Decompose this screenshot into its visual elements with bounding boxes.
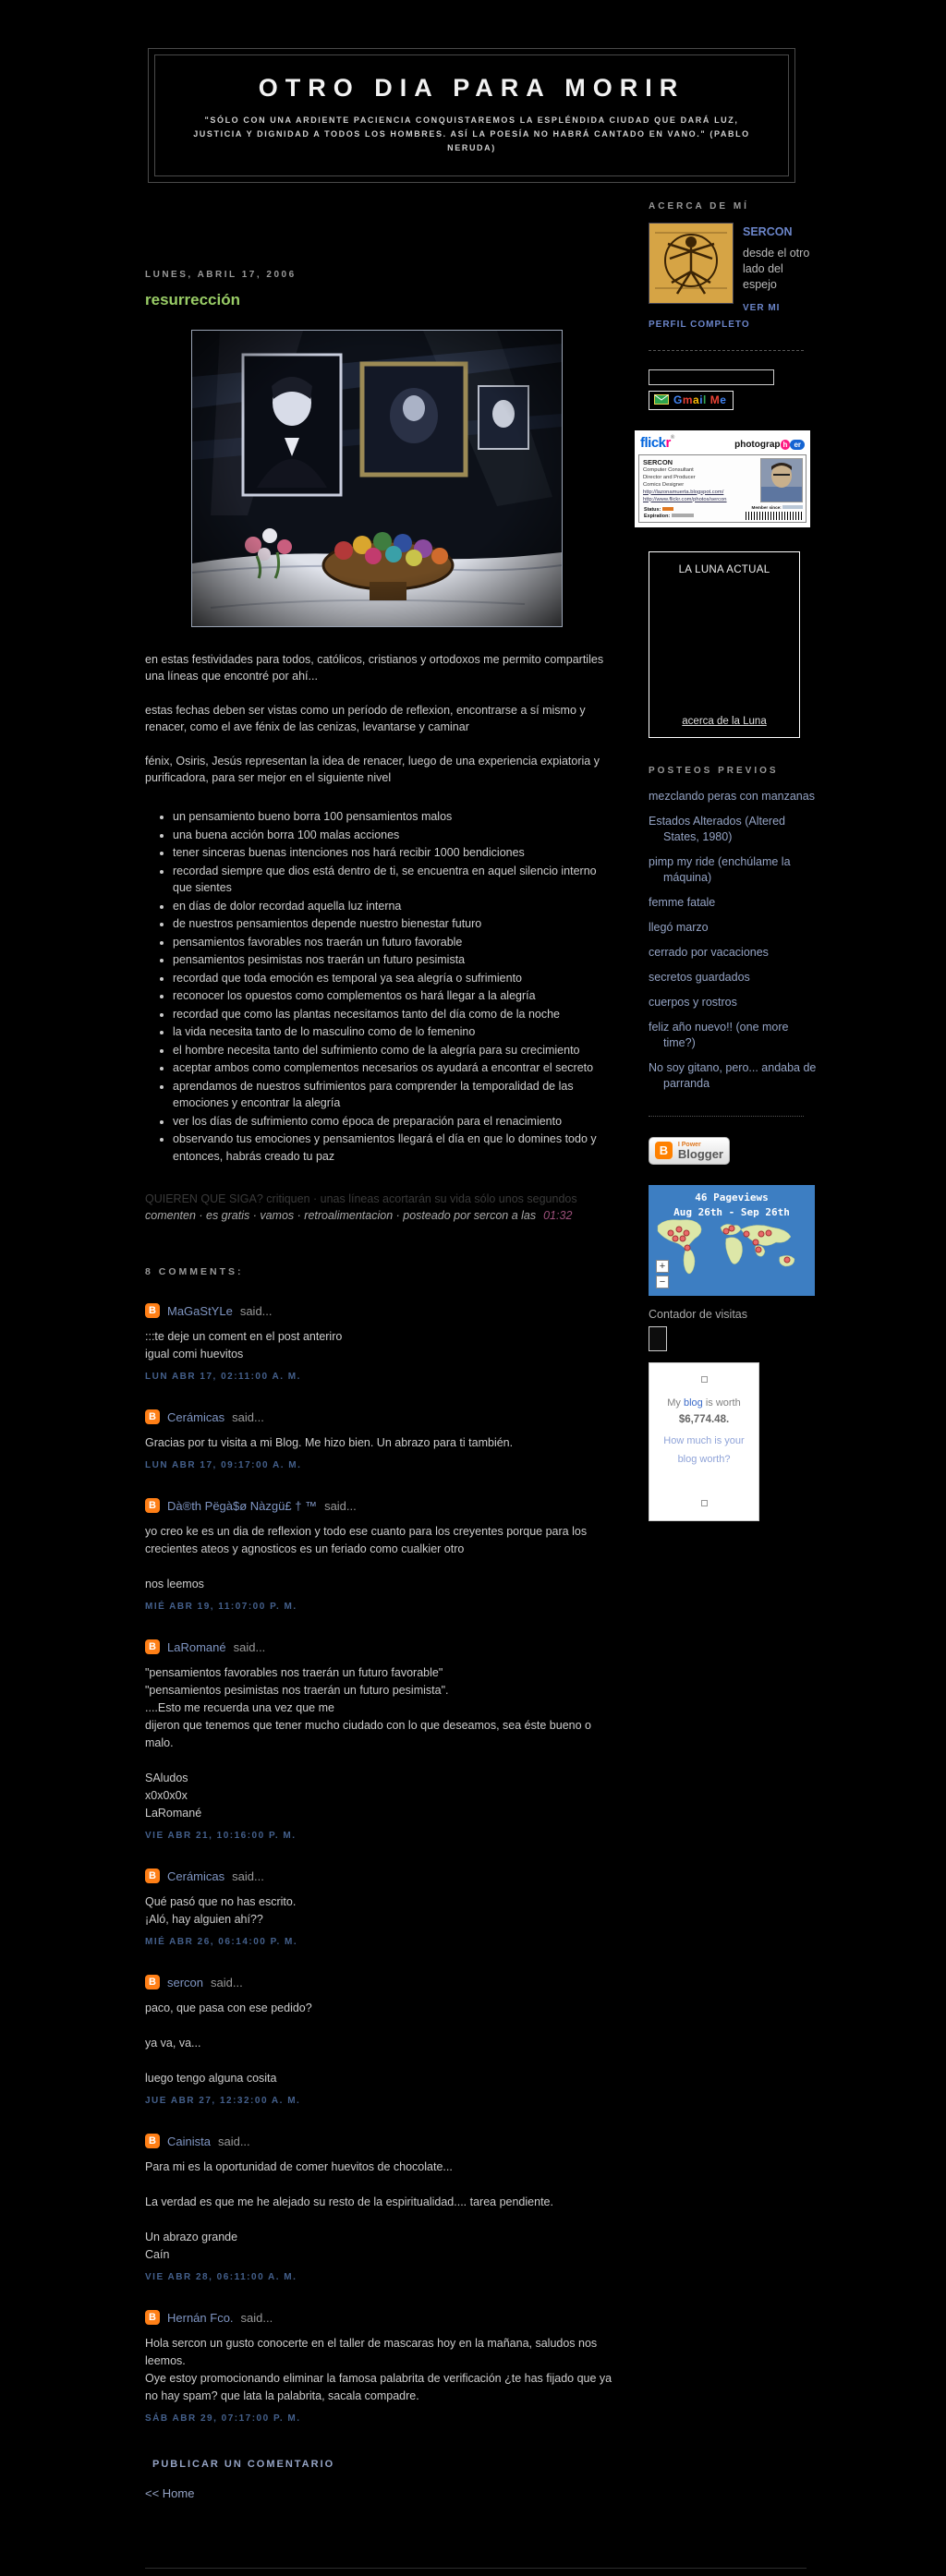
comment-body: Qué pasó que no has escrito. ¡Aló, hay alguien ahí?? [145,1895,297,1926]
bullet-item: • una buena acción borra 100 malas acciones [173,827,613,844]
moon-widget-title: LA LUNA ACTUAL [678,563,770,575]
comment-said-label: said... [239,1303,273,1318]
comment-body: :::te deje un coment en el post anteriro igual comi huevitos [145,1330,343,1361]
comment-body: paco, que pasa con ese pedido? ya va, va... luego tengo alguna cosita [145,2002,312,2085]
bullet-item: • recordad siempre que dios está dentro de ti, se encuentra en aquel silencio interno que sientes [173,863,613,897]
comment [145,2134,613,2284]
main-column [145,270,613,2500]
view-profile-link-line2[interactable]: PERFIL COMPLETO [649,320,750,330]
comment-body: "pensamientos favorables nos traerán un futuro favorable" "pensamientos pesimistas nos traerán un futuro pesimista". ....Esto me recuerda una vez que me dijeron que tenemos que tener mucho ciudado con lo que deseamos, sea éste bueno o malo. SAludos x0x0x0x LaRomané [145,1666,591,1820]
previous-post-link[interactable]: femme fatale [649,895,716,909]
barcode-icon [746,512,803,520]
broken-image-icon [701,1500,708,1506]
member-since-value [782,505,803,509]
bullet-item: • la vida necesita tanto de lo masculino como de lo femenino [173,1023,613,1041]
previous-post-item [649,995,817,1010]
profile-block [649,223,817,316]
comments-list [145,1303,613,2425]
post-image[interactable] [191,330,563,627]
home-link[interactable]: << Home [145,2486,195,2500]
map-zoom-controls [656,1257,669,1288]
comment-said-label: said... [232,1869,264,1883]
view-profile-link[interactable]: VER MI [743,303,781,313]
comment [145,1869,613,1949]
flickr-member-photo [760,458,803,502]
blogger-icon: B [145,1869,160,1883]
post-byline [145,1209,613,1222]
previous-posts-list [649,789,817,1092]
comment-header [145,2310,613,2325]
vitruvian-man-icon [649,224,733,303]
comment-author-link[interactable]: Cerámicas [167,1409,225,1424]
comment-header [145,2134,613,2148]
flickr-badge-header [638,434,807,454]
flickr-badge[interactable] [635,430,810,527]
about-heading: ACERCA DE MÍ [649,201,749,212]
previous-post-item [649,814,817,845]
power-blogger-badge[interactable] [649,1137,730,1165]
comment-said-label: said... [232,1409,264,1424]
blog-header-inner [154,54,789,176]
previous-post-link[interactable]: secretos guardados [649,970,750,984]
flickr-card-line: Computer Consultant [643,466,694,473]
blog-header [148,48,795,183]
comment-said-label: said... [217,2134,250,2148]
comment-header [145,1303,613,1318]
bullet-item: • recordad que toda emoción es temporal ya sea alegría o sufrimiento [173,970,613,987]
bullet-item: • en días de dolor recordad aquella luz interna [173,898,613,915]
comment-header [145,1869,613,1883]
blogger-icon: B [145,1639,160,1654]
comment [145,1975,613,2108]
blog-subtitle-quote: "SÓLO CON UNA ARDIENTE PACIENCIA CONQUISTAREMOS LA ESPLÉNDIDA CIUDAD QUE DARÁ LUZ, JUSTICIA Y DIGNIDAD A TODOS LOS HOMBRES. ASÍ LA POESÍA NO HABRÁ CANTADO EN VANO." (PABLO NERUDA) [193,115,750,152]
comment-timestamp-link[interactable]: LUN ABR 17, 02:11:00 A. M. [145,1372,301,1382]
blogger-b-icon: B [655,1142,673,1159]
gmail-me-label: Gmail Me [673,393,727,406]
flickr-logo: flickr® [640,435,674,451]
previous-post-item [649,1020,817,1051]
comment [145,1639,613,1843]
worth-amount: $6,774.48. [678,1413,730,1425]
comment-body: yo creo ke es un dia de reflexion y todo ese cuanto para los creyentes porque para los crecientes ateos y agnosticos es un feriado como cualkier otro nos leemos [145,1525,588,1590]
previous-post-link[interactable]: No soy gitano, pero... andaba de parranda [649,1060,817,1090]
bullet-item: • de nuestros pensamientos depende nuestro bienestar futuro [173,915,613,933]
profile-name-link[interactable]: SERCON [743,225,793,238]
comment-author-link[interactable]: LaRomané [167,1639,226,1654]
blogger-icon: B [145,1409,160,1424]
visit-counter-box [649,1326,667,1351]
comment-timestamp-link[interactable]: MIÉ ABR 26, 06:14:00 P. M. [145,1937,298,1947]
bullet-item: • ver los días de sufrimiento como época de preparación para el renacimiento [173,1113,613,1131]
visit-counter-label: Contador de visitas [649,1307,748,1321]
previous-post-link[interactable]: Estados Alterados (Altered States, 1980) [649,814,785,843]
comment-author-link[interactable]: MaGaStYLe [167,1303,233,1318]
map-zoom-in-button[interactable]: + [656,1260,669,1273]
previous-post-item [649,945,817,961]
comment-said-label: said... [233,1639,266,1654]
previous-post-link[interactable]: feliz año nuevo!! (one more time?) [649,1020,789,1049]
blog-word-link[interactable]: blog [683,1397,703,1409]
previous-post-item [649,920,817,936]
comment-header [145,1409,613,1424]
comment-author-link[interactable]: Dà®th Pëgà$ø Nàzgü£ † ™ [167,1498,318,1513]
bullet-item: • aceptar ambos como complementos necesarios os ayudará a encontrar el secreto [173,1059,613,1077]
sidebar [640,201,817,1521]
flickr-id-card [638,454,807,523]
moon-widget [649,551,800,738]
easter-photo-illustration [192,331,562,626]
about-the-moon-link[interactable]: acerca de la Luna [682,715,767,727]
comment-header [145,1639,613,1654]
footer-divider [145,2568,807,2569]
post-paragraph: fénix, Osiris, Jesús representan la idea de renacer, luego de una experiencia expiatoria y purificadora, para ser mejor en el siguiente nivel [145,755,600,784]
blogger-icon: B [145,2134,160,2148]
post-title-link[interactable]: resurrección [145,291,240,308]
comment-author-link[interactable]: Cainista [167,2134,211,2148]
flickr-card-line: Comics Designer [643,481,685,488]
blogger-icon: B [145,1303,160,1318]
gmail-me-button[interactable] [649,391,734,410]
bullet-item: • observando tus emociones y pensamientos llegará el día en que lo domines todo y entonces, habrás creado tu paz [173,1131,613,1165]
comment [145,1409,613,1472]
post-date: LUNES, ABRIL 17, 2006 [145,270,297,280]
previous-post-item [649,895,817,911]
bullet-item: • aprendamos de nuestros sufrimientos para comprender la temporalidad de las emociones y encontrar la alegría [173,1078,613,1112]
flickr-card-url[interactable]: http://www.flickr.com/photos/sercon [643,496,727,502]
photographer-logo: photograp h er [734,435,805,452]
comment-timestamp-link[interactable]: VIE ABR 21, 10:16:00 P. M. [145,1831,297,1841]
comment-timestamp-link[interactable]: SÁB ABR 29, 07:17:00 P. M. [145,2413,301,2424]
comment-body: Para mi es la oportunidad de comer huevitos de chocolate... La verdad es que me he alejado su resto de la espiritualidad.... tarea pendiente. Un abrazo grande Caín [145,2160,553,2261]
profile-info [743,223,817,316]
blogger-icon: B [145,1975,160,1989]
post-bullet-list [173,808,613,1165]
comments-heading: 8 COMMENTS: [145,1266,244,1277]
blog-title: OTRO DIA PARA MORIR [258,74,685,102]
comment [145,1498,613,1614]
envelope-icon [654,394,669,405]
previous-post-link[interactable]: mezclando peras con manzanas [649,789,815,803]
comment-said-label: said... [211,1975,243,1989]
bullet-item: • el hombre necesita tanto del sufrimiento como de la alegría para su crecimiento [173,1042,613,1059]
bullet-item: • pensamientos favorables nos traerán un futuro favorable [173,934,613,951]
post-body [145,651,613,786]
previous-post-link[interactable]: cerrado por vacaciones [649,945,769,959]
comment-body: Gracias por tu visita a mi Blog. Me hizo bien. Un abrazo para ti también. [145,1436,514,1449]
byline-text: comenten · es gratis · vamos · retroalimentacion · posteado por sercon a las [145,1209,537,1222]
search-input[interactable] [649,369,774,385]
comment-author-link[interactable]: Hernán Fco. [167,2310,234,2325]
previous-post-item [649,789,817,804]
flickr-card-line: Director and Producer [643,474,696,480]
bullet-item: • un pensamiento bueno borra 100 pensamientos malos [173,808,613,826]
broken-image-icon [701,1376,708,1383]
previous-post-item [649,854,817,886]
post-paragraph: estas fechas deben ser vistas como un período de reflexion, encontrarse a sí mismo y renacer, como el ave fénix de las cenizas, levantarse y caminar [145,704,586,733]
bullet-item: • recordad que como las plantas necesitamos tanto del día como de la noche [173,1006,613,1023]
blogger-icon: B [145,2310,160,2325]
profile-avatar[interactable] [649,223,734,304]
divider [649,350,804,351]
comment-timestamp-link[interactable]: LUN ABR 17, 09:17:00 A. M. [145,1460,302,1470]
comment-author-link[interactable]: Cerámicas [167,1869,225,1883]
expiration-value [672,514,694,517]
previous-post-item [649,970,817,986]
pageviews-text: 46 Pageviews Aug 26th - Sep 26th [673,1191,790,1218]
blogger-icon: B [145,1498,160,1513]
comment-said-label: said... [324,1498,357,1513]
comment [145,1303,613,1384]
status-value [662,507,673,511]
flickr-member-since: Member since: [752,505,803,510]
blogger-badge-text: I Power Blogger [677,1141,723,1161]
comment-timestamp-link[interactable]: VIE ABR 28, 06:11:00 A. M. [145,2272,297,2282]
comment [145,2310,613,2425]
comment-header [145,1975,613,1989]
comment-header [145,1498,613,1513]
flickr-card-url[interactable]: http://lazonamuerta.blogspot.com/ [643,489,724,495]
pageviews-map-widget[interactable] [649,1185,815,1296]
publish-comment-link[interactable]: PUBLICAR UN COMENTARIO [152,2459,335,2470]
post-footer-muted: QUIEREN QUE SIGA? critiquen · unas líneas acortarán su vida sólo unos segundos [145,1192,577,1205]
post-paragraph: en estas festividades para todos, católicos, cristianos y ortodoxos me permito compartiles una líneas que encontré por ahí... [145,653,604,683]
divider [649,1116,804,1117]
flickr-card-name: SERCON [643,457,673,466]
bullet-item: • pensamientos pesimistas nos traerán un futuro pesimista [173,951,613,969]
worth-text: My blog is worth [667,1397,741,1409]
comment-author-link[interactable]: sercon [167,1975,204,1989]
worth-question-link[interactable]: How much is your blog worth? [663,1434,745,1465]
previous-post-item [649,1060,817,1092]
map-zoom-out-button[interactable]: − [656,1276,669,1288]
bullet-item: • reconocer los opuestos como complementos os hará llegar a la alegría [173,987,613,1005]
profile-description: desde el otro lado del espejo [743,247,810,291]
previous-post-link[interactable]: llegó marzo [649,920,709,934]
blog-worth-widget [649,1362,759,1521]
flickr-status: Status: [644,507,673,513]
previous-post-link[interactable]: cuerpos y rostros [649,995,737,1009]
comment-timestamp-link[interactable]: MIÉ ABR 19, 11:07:00 P. M. [145,1602,297,1612]
comment-timestamp-link[interactable]: JUE ABR 27, 12:32:00 A. M. [145,2096,301,2106]
previous-posts-heading: POSTEOS PREVIOS [649,765,779,776]
post-time-link[interactable]: 01:32 [543,1209,573,1222]
comment-said-label: said... [240,2310,273,2325]
comment-body: Hola sercon un gusto conocerte en el taller de mascaras hoy en la mañana, saludos nos leemos. Oye estoy promocionando eliminar la famosa palabrita de verificación ¿te has fijado que ya no hay spam? que lata la palabrita, sacala compadre. [145,2337,612,2402]
bullet-item: • tener sinceras buenas intenciones nos hará recibir 1000 bendiciones [173,844,613,862]
previous-post-link[interactable]: pimp my ride (enchúlame la máquina) [649,854,791,884]
flickr-expiration: Expiration: [644,514,694,519]
